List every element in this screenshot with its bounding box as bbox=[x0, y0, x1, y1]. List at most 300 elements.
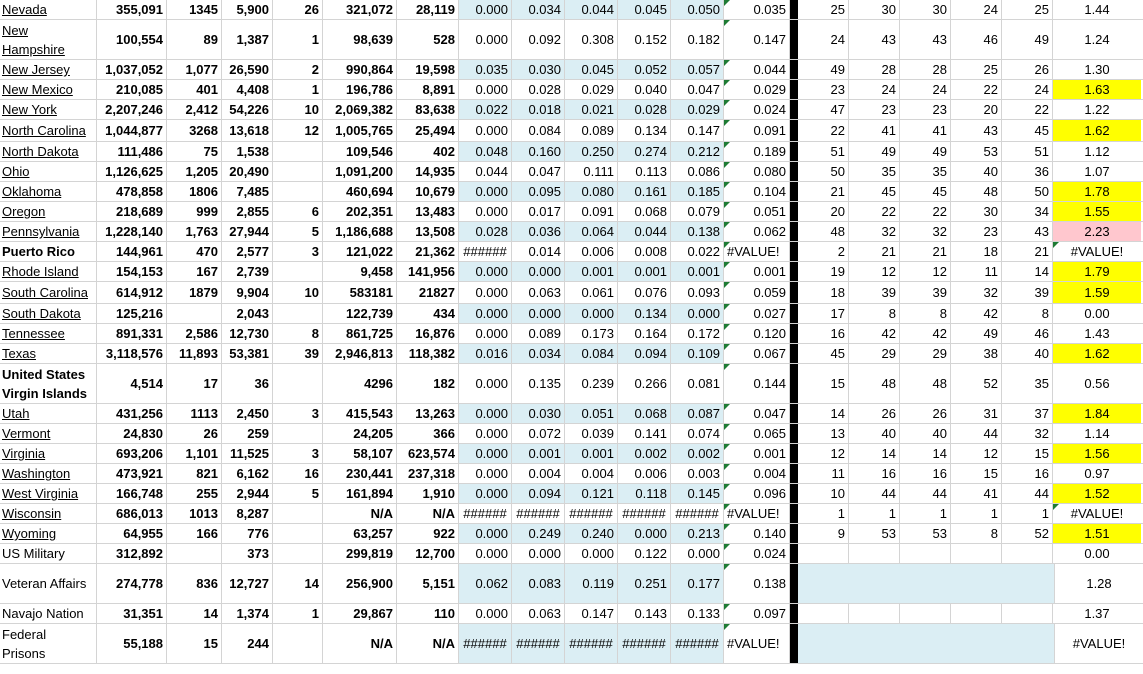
cell-col3[interactable]: 6,162 bbox=[222, 464, 273, 483]
cell-rank-3[interactable] bbox=[900, 544, 951, 563]
cell-rank-3[interactable]: 45 bbox=[900, 182, 951, 201]
cell-col4[interactable]: 5 bbox=[273, 222, 323, 241]
cell-total[interactable]: 1,044,877 bbox=[97, 120, 167, 141]
cell-ratio-1[interactable]: 0.000 bbox=[459, 524, 512, 543]
cell-ratio-3[interactable]: 0.029 bbox=[565, 80, 618, 99]
cell-score[interactable]: 1.12 bbox=[1084, 144, 1110, 159]
cell-ratio-4[interactable]: 0.134 bbox=[618, 120, 671, 141]
cell-ratio-5[interactable]: 0.029 bbox=[671, 100, 724, 119]
cell-col3[interactable]: 12,727 bbox=[222, 564, 273, 603]
cell-col3[interactable]: 12,730 bbox=[222, 324, 273, 343]
cell-rank-2[interactable]: 49 bbox=[849, 142, 900, 161]
cell-ratio-4[interactable]: 0.266 bbox=[618, 364, 671, 403]
cell-score[interactable]: 1.84 bbox=[1053, 404, 1141, 423]
cell-ratio-2[interactable]: 0.135 bbox=[512, 364, 565, 403]
cell-rank-5[interactable]: 16 bbox=[1002, 464, 1053, 483]
cell-ratio-summary[interactable]: 0.062 bbox=[724, 222, 790, 241]
cell-ratio-1[interactable]: 0.028 bbox=[459, 222, 512, 241]
cell-rank-3[interactable]: 32 bbox=[900, 222, 951, 241]
cell-rank-5[interactable] bbox=[1002, 544, 1053, 563]
cell-rank-2[interactable]: 41 bbox=[849, 120, 900, 141]
row-label-cell[interactable] bbox=[0, 162, 97, 181]
cell-col3[interactable]: 53,381 bbox=[222, 344, 273, 363]
cell-col5[interactable]: 4296 bbox=[323, 364, 397, 403]
cell-col2[interactable]: 15 bbox=[167, 624, 222, 663]
cell-ratio-4[interactable]: 0.076 bbox=[618, 282, 671, 303]
row-label-cell[interactable] bbox=[0, 242, 97, 261]
cell-rank-3[interactable]: 44 bbox=[900, 484, 951, 503]
cell-score[interactable]: 1.30 bbox=[1084, 62, 1110, 77]
cell-col4[interactable] bbox=[273, 142, 323, 161]
cell-ratio-1[interactable]: ###### bbox=[459, 504, 512, 523]
cell-ratio-1[interactable]: ###### bbox=[459, 242, 512, 261]
cell-ratio-5[interactable]: 0.003 bbox=[671, 464, 724, 483]
cell-col2[interactable]: 999 bbox=[167, 202, 222, 221]
cell-rank-5[interactable]: 34 bbox=[1002, 202, 1053, 221]
cell-col6[interactable]: 19,598 bbox=[397, 60, 459, 79]
cell-ratio-3[interactable]: 0.089 bbox=[565, 120, 618, 141]
cell-col4[interactable] bbox=[273, 364, 323, 403]
cell-col2[interactable]: 470 bbox=[167, 242, 222, 261]
cell-col4[interactable] bbox=[273, 544, 323, 563]
cell-col3[interactable]: 26,590 bbox=[222, 60, 273, 79]
cell-col5[interactable]: 861,725 bbox=[323, 324, 397, 343]
cell-ratio-4[interactable]: 0.113 bbox=[618, 162, 671, 181]
cell-rank-1[interactable]: 48 bbox=[798, 222, 849, 241]
cell-ratio-4[interactable]: 0.044 bbox=[618, 222, 671, 241]
cell-ratio-1[interactable]: 0.000 bbox=[459, 604, 512, 623]
cell-rank-4[interactable]: 43 bbox=[951, 120, 1002, 141]
cell-ratio-3[interactable]: 0.051 bbox=[565, 404, 618, 423]
cell-col4[interactable]: 39 bbox=[273, 344, 323, 363]
cell-total[interactable]: 144,961 bbox=[97, 242, 167, 261]
cell-col3[interactable]: 8,287 bbox=[222, 504, 273, 523]
cell-col6[interactable]: 13,483 bbox=[397, 202, 459, 221]
cell-col2[interactable]: 166 bbox=[167, 524, 222, 543]
cell-ratio-1[interactable]: 0.000 bbox=[459, 364, 512, 403]
cell-rank-1[interactable]: 2 bbox=[798, 242, 849, 261]
cell-total[interactable]: 100,554 bbox=[97, 20, 167, 59]
cell-col2[interactable]: 255 bbox=[167, 484, 222, 503]
cell-ratio-summary[interactable]: #VALUE! bbox=[724, 504, 790, 523]
cell-rank-2[interactable]: 42 bbox=[849, 324, 900, 343]
cell-rank-5[interactable]: 35 bbox=[1002, 364, 1053, 403]
cell-total[interactable]: 1,228,140 bbox=[97, 222, 167, 241]
cell-ratio-1[interactable]: 0.000 bbox=[459, 282, 512, 303]
cell-col2[interactable]: 75 bbox=[167, 142, 222, 161]
merged-rank-cell[interactable] bbox=[798, 624, 1055, 663]
cell-col6[interactable]: 528 bbox=[397, 20, 459, 59]
cell-ratio-5[interactable]: 0.050 bbox=[671, 0, 724, 19]
cell-col2[interactable]: 17 bbox=[167, 364, 222, 403]
cell-col3[interactable]: 1,374 bbox=[222, 604, 273, 623]
cell-rank-5[interactable]: 15 bbox=[1002, 444, 1053, 463]
row-label-cell[interactable] bbox=[0, 100, 97, 119]
row-label-cell[interactable] bbox=[0, 364, 97, 403]
cell-col4[interactable] bbox=[273, 304, 323, 323]
cell-ratio-5[interactable]: 0.212 bbox=[671, 142, 724, 161]
cell-ratio-4[interactable]: 0.122 bbox=[618, 544, 671, 563]
row-label-cell[interactable] bbox=[0, 182, 97, 201]
cell-rank-2[interactable]: 22 bbox=[849, 202, 900, 221]
cell-ratio-3[interactable]: 0.000 bbox=[565, 544, 618, 563]
cell-rank-2[interactable]: 43 bbox=[849, 20, 900, 59]
cell-col3[interactable]: 54,226 bbox=[222, 100, 273, 119]
row-label-cell[interactable] bbox=[0, 80, 97, 99]
cell-ratio-summary[interactable]: 0.091 bbox=[724, 120, 790, 141]
cell-ratio-2[interactable]: 0.249 bbox=[512, 524, 565, 543]
row-label-cell[interactable] bbox=[0, 0, 97, 19]
cell-ratio-3[interactable]: 0.061 bbox=[565, 282, 618, 303]
cell-col2[interactable]: 1879 bbox=[167, 282, 222, 303]
cell-rank-2[interactable]: 28 bbox=[849, 60, 900, 79]
cell-rank-3[interactable]: 35 bbox=[900, 162, 951, 181]
cell-ratio-5[interactable]: 0.145 bbox=[671, 484, 724, 503]
cell-rank-5[interactable]: 50 bbox=[1002, 182, 1053, 201]
cell-rank-2[interactable]: 39 bbox=[849, 282, 900, 303]
cell-ratio-3[interactable]: 0.119 bbox=[565, 564, 618, 603]
cell-ratio-2[interactable]: 0.000 bbox=[512, 544, 565, 563]
cell-rank-4[interactable]: 30 bbox=[951, 202, 1002, 221]
cell-total[interactable]: 55,188 bbox=[97, 624, 167, 663]
cell-col6[interactable]: 83,638 bbox=[397, 100, 459, 119]
cell-ratio-3[interactable]: 0.080 bbox=[565, 182, 618, 201]
cell-ratio-5[interactable]: 0.138 bbox=[671, 222, 724, 241]
cell-total[interactable]: 166,748 bbox=[97, 484, 167, 503]
cell-rank-3[interactable]: 16 bbox=[900, 464, 951, 483]
cell-ratio-summary[interactable]: #VALUE! bbox=[724, 242, 790, 261]
cell-rank-5[interactable]: 32 bbox=[1002, 424, 1053, 443]
cell-col2[interactable]: 2,586 bbox=[167, 324, 222, 343]
cell-score[interactable]: 1.78 bbox=[1053, 182, 1141, 201]
cell-total[interactable]: 693,206 bbox=[97, 444, 167, 463]
cell-rank-2[interactable]: 16 bbox=[849, 464, 900, 483]
cell-ratio-2[interactable]: 0.036 bbox=[512, 222, 565, 241]
cell-rank-1[interactable]: 19 bbox=[798, 262, 849, 281]
cell-score[interactable]: 1.62 bbox=[1053, 120, 1141, 141]
cell-col3[interactable]: 36 bbox=[222, 364, 273, 403]
cell-rank-4[interactable]: 25 bbox=[951, 60, 1002, 79]
cell-ratio-2[interactable]: 0.092 bbox=[512, 20, 565, 59]
cell-rank-3[interactable]: 1 bbox=[900, 504, 951, 523]
cell-col5[interactable]: 122,739 bbox=[323, 304, 397, 323]
cell-ratio-3[interactable]: 0.240 bbox=[565, 524, 618, 543]
cell-rank-1[interactable]: 15 bbox=[798, 364, 849, 403]
cell-rank-4[interactable]: 40 bbox=[951, 162, 1002, 181]
cell-rank-4[interactable]: 1 bbox=[951, 504, 1002, 523]
cell-ratio-2[interactable]: ###### bbox=[512, 624, 565, 663]
cell-score[interactable]: 1.28 bbox=[1086, 576, 1112, 591]
cell-col2[interactable]: 1345 bbox=[167, 0, 222, 19]
cell-col3[interactable]: 2,043 bbox=[222, 304, 273, 323]
cell-col4[interactable] bbox=[273, 182, 323, 201]
cell-col2[interactable]: 1806 bbox=[167, 182, 222, 201]
cell-col6[interactable]: N/A bbox=[397, 624, 459, 663]
cell-col2[interactable] bbox=[167, 304, 222, 323]
cell-ratio-summary[interactable]: 0.024 bbox=[724, 544, 790, 563]
cell-rank-4[interactable]: 20 bbox=[951, 100, 1002, 119]
cell-rank-2[interactable]: 24 bbox=[849, 80, 900, 99]
cell-ratio-4[interactable]: 0.141 bbox=[618, 424, 671, 443]
cell-col4[interactable]: 12 bbox=[273, 120, 323, 141]
cell-rank-2[interactable]: 1 bbox=[849, 504, 900, 523]
cell-rank-2[interactable]: 53 bbox=[849, 524, 900, 543]
cell-rank-5[interactable]: 40 bbox=[1002, 344, 1053, 363]
cell-rank-5[interactable]: 21 bbox=[1002, 242, 1053, 261]
cell-col4[interactable]: 10 bbox=[273, 282, 323, 303]
cell-col4[interactable]: 26 bbox=[273, 0, 323, 19]
cell-ratio-summary[interactable]: 0.027 bbox=[724, 304, 790, 323]
cell-col5[interactable]: 98,639 bbox=[323, 20, 397, 59]
cell-rank-1[interactable]: 45 bbox=[798, 344, 849, 363]
cell-ratio-summary[interactable]: 0.004 bbox=[724, 464, 790, 483]
cell-ratio-4[interactable]: 0.002 bbox=[618, 444, 671, 463]
cell-col4[interactable] bbox=[273, 162, 323, 181]
cell-col5[interactable]: 256,900 bbox=[323, 564, 397, 603]
cell-ratio-2[interactable]: 0.030 bbox=[512, 404, 565, 423]
cell-ratio-4[interactable]: 0.068 bbox=[618, 202, 671, 221]
cell-rank-5[interactable]: 44 bbox=[1002, 484, 1053, 503]
cell-col4[interactable] bbox=[273, 524, 323, 543]
cell-ratio-4[interactable]: 0.001 bbox=[618, 262, 671, 281]
cell-rank-5[interactable]: 37 bbox=[1002, 404, 1053, 423]
cell-rank-3[interactable]: 39 bbox=[900, 282, 951, 303]
cell-col2[interactable]: 1,763 bbox=[167, 222, 222, 241]
cell-col3[interactable]: 9,904 bbox=[222, 282, 273, 303]
cell-rank-1[interactable]: 17 bbox=[798, 304, 849, 323]
cell-total[interactable]: 31,351 bbox=[97, 604, 167, 623]
cell-ratio-1[interactable]: 0.000 bbox=[459, 304, 512, 323]
cell-ratio-1[interactable]: 0.000 bbox=[459, 444, 512, 463]
cell-ratio-5[interactable]: 0.147 bbox=[671, 120, 724, 141]
cell-ratio-4[interactable]: 0.164 bbox=[618, 324, 671, 343]
cell-ratio-3[interactable]: 0.084 bbox=[565, 344, 618, 363]
cell-total[interactable]: 431,256 bbox=[97, 404, 167, 423]
cell-ratio-5[interactable]: 0.000 bbox=[671, 544, 724, 563]
cell-col2[interactable]: 1,205 bbox=[167, 162, 222, 181]
cell-total[interactable]: 274,778 bbox=[97, 564, 167, 603]
cell-ratio-summary[interactable]: 0.096 bbox=[724, 484, 790, 503]
cell-rank-4[interactable]: 38 bbox=[951, 344, 1002, 363]
cell-ratio-5[interactable]: 0.087 bbox=[671, 404, 724, 423]
cell-ratio-2[interactable]: 0.001 bbox=[512, 444, 565, 463]
row-label-cell[interactable] bbox=[0, 564, 97, 603]
cell-col3[interactable]: 27,944 bbox=[222, 222, 273, 241]
cell-score[interactable]: 1.44 bbox=[1084, 2, 1110, 17]
cell-col5[interactable]: 29,867 bbox=[323, 604, 397, 623]
cell-rank-4[interactable]: 31 bbox=[951, 404, 1002, 423]
cell-ratio-3[interactable]: 0.000 bbox=[565, 304, 618, 323]
cell-ratio-4[interactable]: 0.068 bbox=[618, 404, 671, 423]
cell-col3[interactable]: 4,408 bbox=[222, 80, 273, 99]
cell-total[interactable]: 2,207,246 bbox=[97, 100, 167, 119]
cell-col4[interactable] bbox=[273, 504, 323, 523]
cell-ratio-summary[interactable]: 0.047 bbox=[724, 404, 790, 423]
cell-total[interactable]: 473,921 bbox=[97, 464, 167, 483]
cell-ratio-1[interactable]: 0.022 bbox=[459, 100, 512, 119]
cell-ratio-5[interactable]: 0.002 bbox=[671, 444, 724, 463]
cell-ratio-1[interactable]: 0.048 bbox=[459, 142, 512, 161]
cell-score[interactable]: #VALUE! bbox=[1053, 242, 1141, 261]
cell-ratio-3[interactable]: 0.021 bbox=[565, 100, 618, 119]
cell-rank-4[interactable]: 52 bbox=[951, 364, 1002, 403]
cell-ratio-summary[interactable]: 0.059 bbox=[724, 282, 790, 303]
row-label-cell[interactable] bbox=[0, 404, 97, 423]
cell-ratio-1[interactable]: 0.000 bbox=[459, 544, 512, 563]
cell-ratio-3[interactable]: 0.308 bbox=[565, 20, 618, 59]
cell-rank-2[interactable]: 12 bbox=[849, 262, 900, 281]
cell-rank-1[interactable]: 9 bbox=[798, 524, 849, 543]
cell-col2[interactable]: 1,101 bbox=[167, 444, 222, 463]
row-label-cell[interactable] bbox=[0, 202, 97, 221]
cell-rank-3[interactable]: 43 bbox=[900, 20, 951, 59]
cell-ratio-2[interactable]: 0.072 bbox=[512, 424, 565, 443]
cell-ratio-2[interactable]: 0.160 bbox=[512, 142, 565, 161]
cell-col5[interactable]: 415,543 bbox=[323, 404, 397, 423]
cell-rank-5[interactable]: 8 bbox=[1002, 304, 1053, 323]
cell-ratio-3[interactable]: 0.111 bbox=[565, 162, 618, 181]
cell-col5[interactable]: 9,458 bbox=[323, 262, 397, 281]
row-label-cell[interactable] bbox=[0, 120, 97, 141]
cell-col3[interactable]: 2,577 bbox=[222, 242, 273, 261]
cell-ratio-1[interactable]: 0.000 bbox=[459, 464, 512, 483]
cell-ratio-3[interactable]: ###### bbox=[565, 504, 618, 523]
cell-ratio-4[interactable]: 0.134 bbox=[618, 304, 671, 323]
cell-col5[interactable]: 58,107 bbox=[323, 444, 397, 463]
cell-ratio-summary[interactable]: 0.065 bbox=[724, 424, 790, 443]
cell-rank-2[interactable]: 35 bbox=[849, 162, 900, 181]
row-label-cell[interactable] bbox=[0, 524, 97, 543]
cell-col6[interactable]: N/A bbox=[397, 504, 459, 523]
cell-col6[interactable]: 434 bbox=[397, 304, 459, 323]
cell-col6[interactable]: 28,119 bbox=[397, 0, 459, 19]
cell-ratio-5[interactable]: 0.086 bbox=[671, 162, 724, 181]
cell-ratio-summary[interactable]: 0.029 bbox=[724, 80, 790, 99]
cell-col5[interactable]: 299,819 bbox=[323, 544, 397, 563]
cell-rank-4[interactable]: 12 bbox=[951, 444, 1002, 463]
cell-rank-3[interactable]: 23 bbox=[900, 100, 951, 119]
cell-rank-3[interactable]: 42 bbox=[900, 324, 951, 343]
cell-rank-4[interactable] bbox=[951, 544, 1002, 563]
cell-ratio-summary[interactable]: 0.189 bbox=[724, 142, 790, 161]
cell-rank-4[interactable]: 32 bbox=[951, 282, 1002, 303]
cell-total[interactable]: 154,153 bbox=[97, 262, 167, 281]
cell-ratio-2[interactable]: 0.063 bbox=[512, 604, 565, 623]
cell-score[interactable]: 1.62 bbox=[1053, 344, 1141, 363]
row-label-cell[interactable] bbox=[0, 222, 97, 241]
cell-col6[interactable]: 13,263 bbox=[397, 404, 459, 423]
cell-rank-1[interactable]: 49 bbox=[798, 60, 849, 79]
cell-ratio-summary[interactable]: 0.080 bbox=[724, 162, 790, 181]
cell-ratio-4[interactable]: 0.006 bbox=[618, 464, 671, 483]
cell-col4[interactable]: 3 bbox=[273, 242, 323, 261]
cell-total[interactable]: 125,216 bbox=[97, 304, 167, 323]
cell-rank-3[interactable]: 21 bbox=[900, 242, 951, 261]
row-label-cell[interactable] bbox=[0, 424, 97, 443]
cell-total[interactable]: 1,037,052 bbox=[97, 60, 167, 79]
cell-total[interactable]: 312,892 bbox=[97, 544, 167, 563]
cell-ratio-2[interactable]: 0.017 bbox=[512, 202, 565, 221]
cell-rank-3[interactable]: 30 bbox=[900, 0, 951, 19]
cell-total[interactable]: 686,013 bbox=[97, 504, 167, 523]
cell-rank-3[interactable]: 49 bbox=[900, 142, 951, 161]
cell-ratio-5[interactable]: 0.047 bbox=[671, 80, 724, 99]
row-label-cell[interactable] bbox=[0, 504, 97, 523]
row-label-cell[interactable] bbox=[0, 142, 97, 161]
cell-ratio-1[interactable]: 0.000 bbox=[459, 324, 512, 343]
cell-ratio-4[interactable]: 0.143 bbox=[618, 604, 671, 623]
cell-ratio-5[interactable]: 0.081 bbox=[671, 364, 724, 403]
cell-ratio-1[interactable]: 0.016 bbox=[459, 344, 512, 363]
cell-ratio-3[interactable]: 0.147 bbox=[565, 604, 618, 623]
cell-score[interactable]: 1.59 bbox=[1053, 282, 1141, 303]
cell-ratio-2[interactable]: 0.000 bbox=[512, 262, 565, 281]
cell-col6[interactable]: 16,876 bbox=[397, 324, 459, 343]
cell-total[interactable]: 1,126,625 bbox=[97, 162, 167, 181]
row-label-cell[interactable] bbox=[0, 484, 97, 503]
cell-ratio-1[interactable]: 0.000 bbox=[459, 20, 512, 59]
cell-total[interactable]: 218,689 bbox=[97, 202, 167, 221]
cell-col5[interactable]: 24,205 bbox=[323, 424, 397, 443]
cell-ratio-1[interactable]: 0.000 bbox=[459, 182, 512, 201]
cell-ratio-2[interactable]: 0.034 bbox=[512, 344, 565, 363]
cell-ratio-3[interactable]: 0.001 bbox=[565, 444, 618, 463]
cell-rank-3[interactable]: 12 bbox=[900, 262, 951, 281]
cell-col6[interactable]: 21827 bbox=[397, 282, 459, 303]
cell-score[interactable]: 0.56 bbox=[1084, 376, 1110, 391]
row-label-cell[interactable] bbox=[0, 344, 97, 363]
row-label-cell[interactable] bbox=[0, 60, 97, 79]
row-label-cell[interactable] bbox=[0, 624, 97, 663]
cell-ratio-4[interactable]: 0.052 bbox=[618, 60, 671, 79]
cell-col4[interactable]: 6 bbox=[273, 202, 323, 221]
cell-ratio-summary[interactable]: 0.001 bbox=[724, 444, 790, 463]
cell-ratio-4[interactable]: 0.028 bbox=[618, 100, 671, 119]
cell-rank-1[interactable]: 14 bbox=[798, 404, 849, 423]
cell-col4[interactable]: 1 bbox=[273, 20, 323, 59]
cell-rank-1[interactable]: 23 bbox=[798, 80, 849, 99]
cell-rank-2[interactable]: 21 bbox=[849, 242, 900, 261]
cell-ratio-5[interactable]: 0.182 bbox=[671, 20, 724, 59]
cell-score[interactable]: 1.79 bbox=[1053, 262, 1141, 281]
cell-col4[interactable]: 8 bbox=[273, 324, 323, 343]
cell-score[interactable]: 1.56 bbox=[1053, 444, 1141, 463]
cell-total[interactable]: 355,091 bbox=[97, 0, 167, 19]
cell-total[interactable]: 3,118,576 bbox=[97, 344, 167, 363]
cell-col3[interactable]: 244 bbox=[222, 624, 273, 663]
cell-rank-5[interactable]: 46 bbox=[1002, 324, 1053, 343]
cell-ratio-summary[interactable]: 0.138 bbox=[724, 564, 790, 603]
cell-col4[interactable]: 10 bbox=[273, 100, 323, 119]
cell-ratio-1[interactable]: 0.000 bbox=[459, 424, 512, 443]
cell-col5[interactable]: 583181 bbox=[323, 282, 397, 303]
cell-rank-4[interactable]: 46 bbox=[951, 20, 1002, 59]
cell-col3[interactable]: 776 bbox=[222, 524, 273, 543]
cell-rank-3[interactable]: 28 bbox=[900, 60, 951, 79]
cell-ratio-1[interactable]: 0.062 bbox=[459, 564, 512, 603]
cell-col3[interactable]: 2,944 bbox=[222, 484, 273, 503]
cell-rank-2[interactable]: 14 bbox=[849, 444, 900, 463]
cell-rank-4[interactable]: 22 bbox=[951, 80, 1002, 99]
cell-col4[interactable] bbox=[273, 624, 323, 663]
cell-rank-4[interactable]: 24 bbox=[951, 0, 1002, 19]
cell-col6[interactable]: 141,956 bbox=[397, 262, 459, 281]
cell-rank-1[interactable]: 12 bbox=[798, 444, 849, 463]
cell-col5[interactable]: N/A bbox=[323, 504, 397, 523]
cell-ratio-3[interactable]: 0.006 bbox=[565, 242, 618, 261]
cell-col6[interactable]: 118,382 bbox=[397, 344, 459, 363]
cell-score[interactable]: 1.63 bbox=[1053, 80, 1141, 99]
